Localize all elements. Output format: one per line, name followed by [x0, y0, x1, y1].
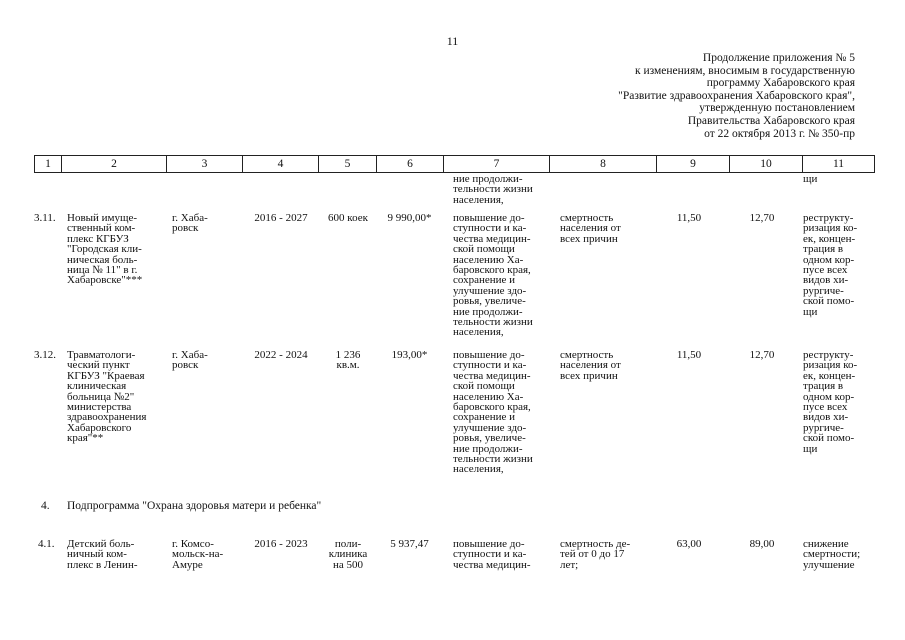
- text-line: пусе всех: [803, 401, 848, 414]
- text-line: мольск-на-: [172, 548, 224, 561]
- text-line: ровск: [172, 359, 199, 372]
- appendix-line: Продолжение приложения № 5: [702, 52, 855, 64]
- text-line: Детский боль-: [67, 538, 135, 550]
- appendix-line: программу Хабаровского края: [706, 77, 855, 90]
- text-line: клиническая: [67, 380, 127, 393]
- text-line: г. Хаба-: [172, 212, 208, 224]
- text-line: тей от 0 до 17: [560, 548, 625, 561]
- column-header: 11: [803, 156, 875, 173]
- text-line: трация в: [803, 243, 844, 256]
- text-line: края"**: [67, 432, 104, 445]
- text-line: смертность де-: [560, 538, 631, 550]
- column-header: 5: [319, 156, 377, 173]
- text-line: клиника: [328, 548, 368, 561]
- value-cell: 63,00: [676, 538, 702, 550]
- text-line: на 500: [332, 558, 364, 571]
- text-line: щи: [803, 173, 818, 185]
- value-cell: 89,00: [749, 538, 775, 550]
- text-line: ской помощи: [453, 243, 515, 256]
- text-line: населения,: [453, 193, 504, 206]
- text-line: населения от: [560, 222, 621, 235]
- text-line: ровья, увеличе-: [453, 295, 526, 308]
- effect-cell: [803, 174, 875, 184]
- capacity-cell: [320, 539, 376, 570]
- text-line: населения,: [453, 326, 504, 339]
- text-line: всех причин: [560, 369, 618, 382]
- row-number: 3.11.: [34, 212, 56, 224]
- text-line: населения,: [453, 463, 504, 476]
- period-cell: 2016 - 2023: [254, 538, 308, 550]
- column-header: 3: [167, 156, 243, 173]
- text-line: тельности жизни: [453, 183, 533, 196]
- text-line: реструкту-: [803, 212, 854, 224]
- text-line: рургиче-: [803, 284, 844, 297]
- text-line: ризация ко-: [803, 222, 858, 235]
- column-header: 10: [730, 156, 803, 173]
- indicator-cell: [560, 213, 670, 244]
- text-line: кв.м.: [336, 359, 360, 372]
- text-line: "Городская кли-: [67, 243, 142, 256]
- period-cell: 2016 - 2027: [254, 212, 308, 224]
- text-line: улучшение здо-: [453, 284, 527, 297]
- text-line: чества медицин-: [453, 232, 531, 245]
- text-line: Новый имуще-: [67, 212, 138, 224]
- text-line: видов хи-: [803, 411, 849, 424]
- text-line: ской помо-: [803, 295, 855, 308]
- appendix-line: "Развитие здравоохранения Хабаровского края",: [618, 89, 855, 102]
- object-name-cell: [67, 539, 167, 570]
- text-line: ческий пункт: [67, 359, 130, 372]
- text-line: всех причин: [560, 232, 618, 245]
- text-line: пусе всех: [803, 264, 848, 277]
- text-line: ственный ком-: [67, 222, 136, 235]
- goal-cell: [453, 350, 553, 475]
- text-line: плекс КГБУЗ: [67, 232, 129, 245]
- text-line: лет;: [560, 558, 579, 571]
- capacity-cell: [320, 350, 376, 371]
- text-line: снижение: [803, 538, 849, 550]
- text-line: видов хи-: [803, 274, 849, 287]
- value-cell: 11,50: [676, 349, 702, 361]
- text-line: смертности;: [803, 548, 861, 561]
- text-line: сохранение и: [453, 411, 516, 424]
- text-line: тельности жизни: [453, 453, 533, 466]
- text-line: баровского края,: [453, 401, 531, 414]
- period-cell: 2022 - 2024: [254, 349, 308, 361]
- text-line: г. Комсо-: [172, 538, 214, 550]
- text-line: чества медицин-: [453, 558, 531, 571]
- text-line: повышение до-: [453, 212, 525, 224]
- appendix-line: к изменениям, вносимым в государственную: [635, 64, 855, 77]
- value-cell: 12,70: [749, 349, 775, 361]
- text-line: одном кор-: [803, 253, 855, 266]
- appendix-line: утвержденную постановлением: [699, 102, 855, 115]
- text-line: плекс в Ленин-: [67, 558, 138, 571]
- object-name-cell: [67, 213, 167, 286]
- page-number: 11: [446, 34, 459, 48]
- appendix-line: от 22 октября 2013 г. № 350-пр: [704, 127, 855, 140]
- text-line: ступности и ка-: [453, 222, 527, 235]
- text-line: Хабаровске"***: [67, 274, 143, 287]
- text-line: ризация ко-: [803, 359, 858, 372]
- column-header: 9: [657, 156, 730, 173]
- text-line: Травматологи-: [67, 349, 136, 361]
- text-line: щи: [803, 442, 818, 455]
- text-line: населению Ха-: [453, 390, 524, 403]
- text-line: одном кор-: [803, 390, 855, 403]
- text-line: 1 236: [335, 349, 361, 361]
- value-cell: 11,50: [676, 212, 702, 224]
- text-line: министерства: [67, 401, 132, 414]
- text-line: Хабаровского: [67, 421, 132, 434]
- text-line: ской помо-: [803, 432, 855, 445]
- text-line: сохранение и: [453, 274, 516, 287]
- text-line: повышение до-: [453, 538, 525, 550]
- text-line: ница № 11" в г.: [67, 264, 138, 277]
- location-cell: [172, 539, 242, 570]
- column-header: 6: [377, 156, 444, 173]
- text-line: ек, концен-: [803, 369, 856, 382]
- capacity-cell: [320, 213, 376, 223]
- text-line: ступности и ка-: [453, 359, 527, 372]
- goal-cell: [453, 213, 553, 338]
- subprogram-title: Подпрограмма "Охрана здоровья матери и ребенка": [67, 500, 322, 512]
- text-line: ние продолжи-: [453, 305, 523, 318]
- text-line: смертность: [560, 212, 614, 224]
- text-line: ровья, увеличе-: [453, 432, 526, 445]
- sum-cell: 193,00*: [391, 349, 428, 361]
- text-line: г. Хаба-: [172, 349, 208, 361]
- location-cell: [172, 213, 242, 234]
- indicator-cell: [560, 350, 670, 381]
- text-line: реструкту-: [803, 349, 854, 361]
- text-line: рургиче-: [803, 421, 844, 434]
- text-line: ние продолжи-: [453, 173, 523, 185]
- value-cell: 12,70: [749, 212, 775, 224]
- effect-cell: [803, 213, 875, 317]
- appendix-caption: [555, 52, 855, 140]
- text-line: населения от: [560, 359, 621, 372]
- text-line: 600 коек: [328, 212, 368, 224]
- text-line: КГБУЗ "Краевая: [67, 369, 145, 382]
- effect-cell: [803, 539, 875, 570]
- column-header: 8: [550, 156, 657, 173]
- text-line: ступности и ка-: [453, 548, 527, 561]
- text-line: тельности жизни: [453, 316, 533, 329]
- text-line: поли-: [334, 538, 362, 550]
- effect-cell: [803, 350, 875, 454]
- sum-cell: 5 937,47: [390, 538, 429, 550]
- location-cell: [172, 350, 242, 371]
- text-line: повышение до-: [453, 349, 525, 361]
- text-line: баровского края,: [453, 264, 531, 277]
- text-line: ек, концен-: [803, 232, 856, 245]
- text-line: здравоохранения: [67, 411, 147, 424]
- goal-cell: [453, 539, 553, 570]
- text-line: чества медицин-: [453, 369, 531, 382]
- row-number: 4.1.: [38, 538, 55, 550]
- text-line: ничный ком-: [67, 548, 127, 561]
- row-number: 3.12.: [34, 349, 56, 361]
- indicator-cell: [560, 539, 670, 570]
- column-header: 4: [243, 156, 319, 173]
- text-line: ровск: [172, 222, 199, 235]
- text-line: щи: [803, 305, 818, 318]
- table-header: [34, 155, 875, 173]
- goal-cell: [453, 174, 553, 205]
- text-line: ническая боль-: [67, 253, 138, 266]
- text-line: Амуре: [172, 558, 203, 571]
- text-line: улучшение: [803, 558, 855, 571]
- text-line: улучшение здо-: [453, 421, 527, 434]
- appendix-line: Правительства Хабаровского края: [687, 114, 855, 127]
- text-line: больница №2": [67, 390, 135, 403]
- column-header: 2: [62, 156, 167, 173]
- column-header: 1: [35, 156, 62, 173]
- column-header: 7: [444, 156, 550, 173]
- text-line: смертность: [560, 349, 614, 361]
- subprogram-number: 4.: [41, 500, 50, 512]
- text-line: трация в: [803, 380, 844, 393]
- object-name-cell: [67, 350, 167, 444]
- text-line: населению Ха-: [453, 253, 524, 266]
- text-line: ской помощи: [453, 380, 515, 393]
- sum-cell: 9 990,00*: [387, 212, 432, 224]
- text-line: ние продолжи-: [453, 442, 523, 455]
